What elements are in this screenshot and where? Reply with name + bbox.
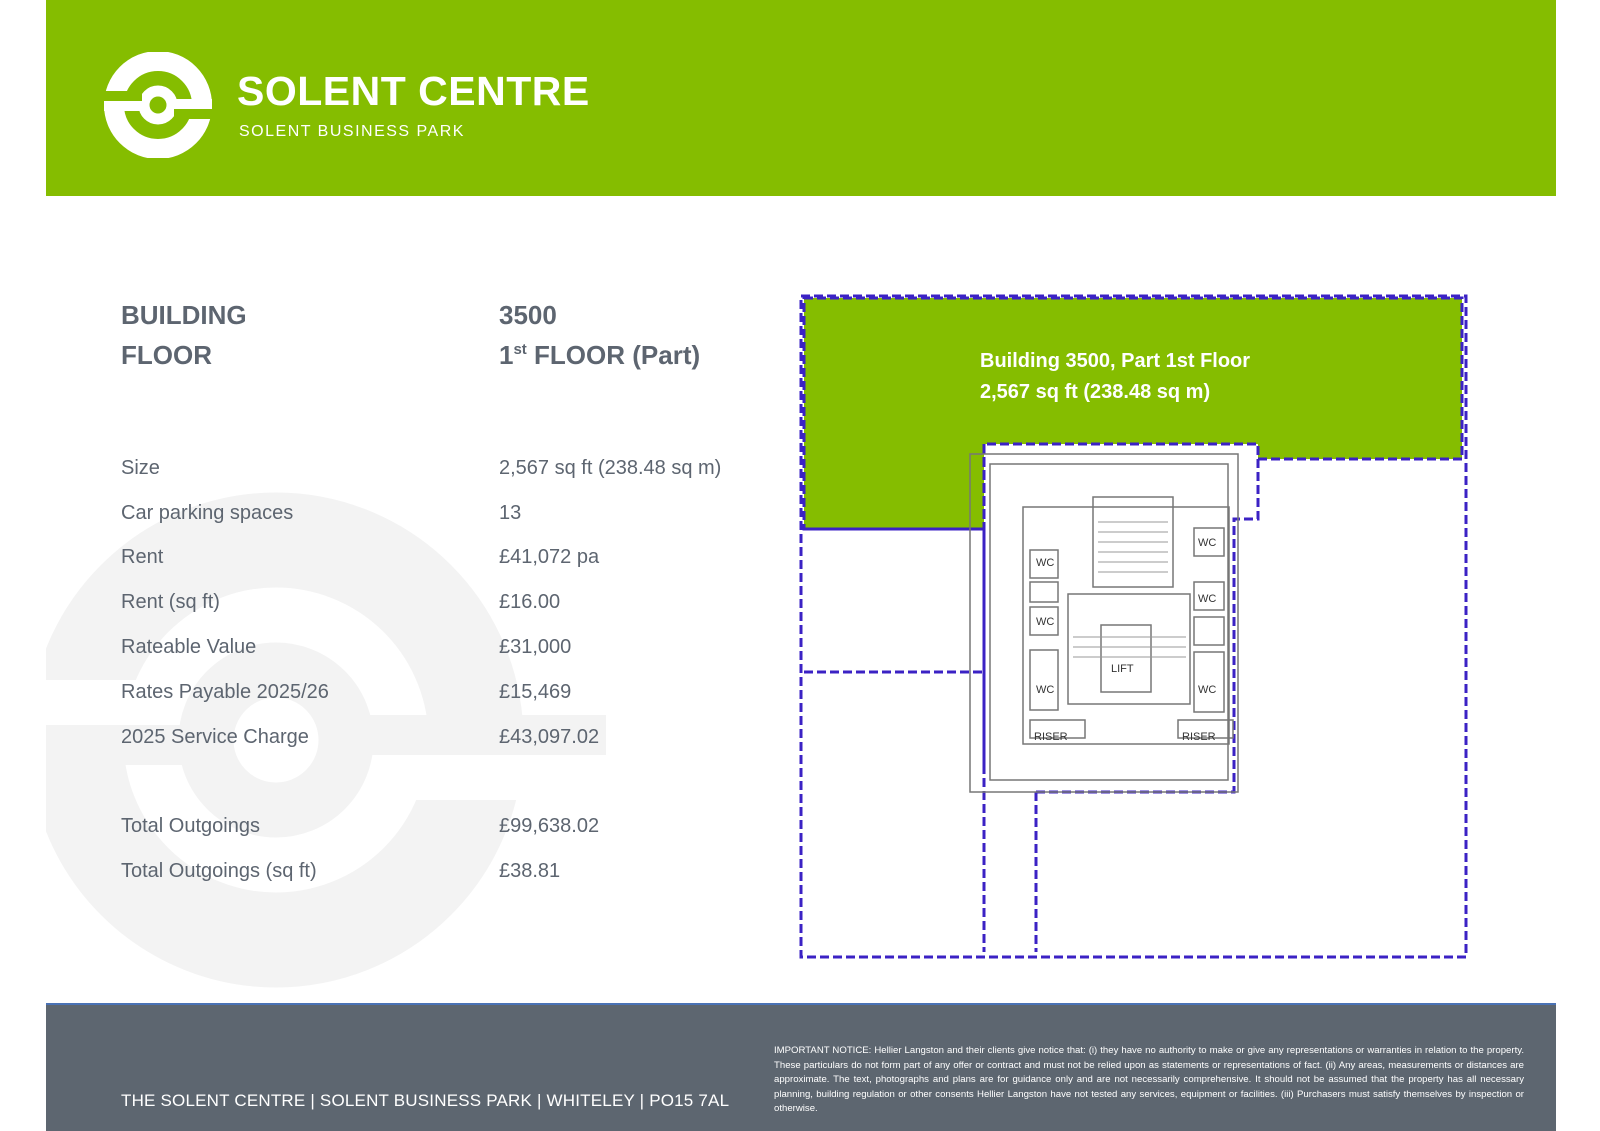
floor-suffix: st bbox=[513, 341, 527, 358]
detail-label: Rent (sq ft) bbox=[121, 591, 220, 613]
plan-label-line2: 2,567 sq ft (238.48 sq m) bbox=[980, 381, 1211, 403]
room-label-riser: RISER bbox=[1182, 731, 1216, 743]
plan-label-line1: Building 3500, Part 1st Floor bbox=[980, 350, 1251, 372]
detail-value: £43,097.02 bbox=[499, 726, 600, 748]
room-label-wc: WC bbox=[1036, 616, 1055, 628]
footer-bar bbox=[46, 1003, 1556, 1131]
room-label-wc: WC bbox=[1198, 684, 1217, 696]
floor-label: FLOOR bbox=[121, 340, 212, 370]
header-banner bbox=[46, 0, 1556, 196]
detail-label: Rent bbox=[121, 546, 164, 568]
room-label-lift: LIFT bbox=[1111, 663, 1134, 675]
floor-rest: FLOOR (Part) bbox=[526, 340, 701, 370]
floor-number: 1 bbox=[499, 340, 514, 370]
room-label-riser: RISER bbox=[1034, 731, 1068, 743]
room-label-wc: WC bbox=[1036, 557, 1055, 569]
detail-value: £15,469 bbox=[499, 681, 572, 703]
detail-label: Size bbox=[121, 457, 160, 479]
floor-value bbox=[499, 340, 700, 371]
room-label-wc: WC bbox=[1198, 537, 1217, 549]
solent-logo-icon bbox=[104, 51, 212, 159]
room-label-wc: WC bbox=[1036, 684, 1055, 696]
detail-label: Rates Payable 2025/26 bbox=[121, 681, 329, 703]
detail-value: £31,000 bbox=[499, 636, 572, 658]
total-label: Total Outgoings (sq ft) bbox=[121, 860, 317, 882]
footer-notice: IMPORTANT NOTICE: Hellier Langston and their clients give notice that: (i) they have no authority to make or give any representations or warranties in relation to the property. These particulars do not form part of any offer or contract and must not be relied upon as statements or representations of fact. (ii) Any areas, measurements or distances are approximate. The text, photographs and plans are for guidance only and are not necessarily comprehensive. It should not be assumed that the property has all necessary planning, building regulation or other consents Hellier Langston have not tested any services, equipment or facilities. (iii) Purchasers must satisfy themselves by inspection or otherwise. bbox=[774, 1045, 1524, 1115]
detail-label: Rateable Value bbox=[121, 636, 257, 658]
building-label: BUILDING bbox=[121, 300, 247, 330]
detail-label: Car parking spaces bbox=[121, 502, 294, 524]
total-label: Total Outgoings bbox=[121, 815, 260, 837]
detail-value: 13 bbox=[499, 502, 522, 524]
footer-address: THE SOLENT CENTRE | SOLENT BUSINESS PARK | WHITELEY | PO15 7AL bbox=[121, 1091, 730, 1110]
total-value: £38.81 bbox=[499, 860, 561, 882]
detail-value: £16.00 bbox=[499, 591, 561, 613]
unit-boundary bbox=[804, 529, 984, 672]
brand-title: SOLENT CENTRE bbox=[237, 68, 590, 114]
brand-subtitle: SOLENT BUSINESS PARK bbox=[239, 123, 465, 140]
detail-value: 2,567 sq ft (238.48 sq m) bbox=[499, 457, 722, 479]
room-label-wc: WC bbox=[1198, 593, 1217, 605]
building-value: 3500 bbox=[499, 300, 557, 330]
detail-value: £41,072 pa bbox=[499, 546, 600, 568]
unit-boundary bbox=[804, 672, 984, 952]
total-value: £99,638.02 bbox=[499, 815, 600, 837]
detail-label: 2025 Service Charge bbox=[121, 726, 309, 748]
